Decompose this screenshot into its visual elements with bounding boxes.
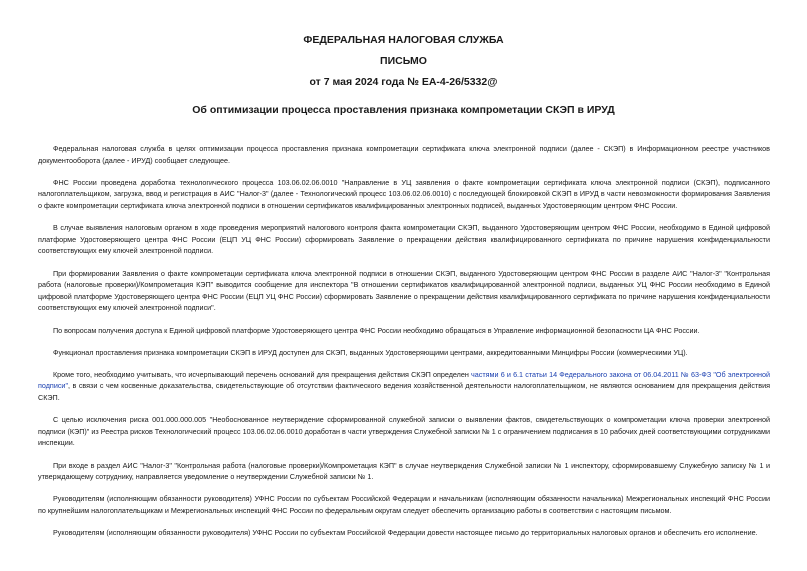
agency-name: ФЕДЕРАЛЬНАЯ НАЛОГОВАЯ СЛУЖБА <box>303 34 504 46</box>
law-reference-link[interactable]: частями 6 и 6.1 статьи 14 Федерального закона от 06.04.2011 № 63-ФЗ "Об электронной подписи" <box>38 369 770 391</box>
paragraph-1: Федеральная налоговая служба в целях оптимизации процесса проставления признака компрометации сертификата ключа электронной подписи (далее - СКЭП) в Информационном реестре участников документооборота (далее - ИРУД) сообщает следующее. <box>38 144 770 165</box>
paragraph-7-text-after: , в связи с чем косвенные доказательства, свидетельствующие об отсутствии фактического ведения хозяйственной деятельности налогоплательщиком, не являются основанием для прекращения действия СКЭП. <box>38 381 770 403</box>
document-body <box>38 143 770 549</box>
paragraph-10: Руководителям (исполняющим обязанности руководителя) УФНС России по субъектам Российской Федерации и начальникам (исполняющим обязанности начальника) Межрегиональных инспекций ФНС России по крупнейшим налогоплательщикам и Межрегиональных инспекций ФНС России по федеральным округам следует обеспечить организацию работы в соответствии с настоящим письмом. <box>38 494 770 515</box>
document-type: ПИСЬМО <box>380 55 427 67</box>
document-subject: Об оптимизации процесса проставления признака компрометации СКЭП в ИРУД <box>192 104 615 116</box>
paragraph-7 <box>38 369 770 404</box>
paragraph-5: По вопросам получения доступа к Единой цифровой платформе Удостоверяющего центра ФНС России необходимо обращаться в Управление информационной безопасности ЦА ФНС России. <box>53 325 700 335</box>
paragraph-4: При формировании Заявления о факте компрометации сертификата ключа электронной подписи в отношении СКЭП, выданного Удостоверяющим центром ФНС России в разделе АИС "Налог-3" "Контрольная работа (налоговые проверки)/Компрометация КЭП" выводится сообщение для инспектора "В отношении сертификатов квалифицированной электронной подписи, выданных УЦ ФНС России необходимо в Единой цифровой платформе Удостоверяющего центра ФНС России (ЕЦП УЦ ФНС России) сформировать Заявление о прекращении действия квалифицированного сертификата по причине нарушения конфиденциальности соответствующих ему ключей электронной подписи". <box>38 268 770 313</box>
paragraph-2: ФНС России проведена доработка технологического процесса 103.06.02.06.0010 "Направление в УЦ заявления о факте компрометации сертификата ключа электронной подписи (СКЭП), подписанного налогоплательщиком, загрузка, ввод и регистрация в АИС "Налог-3" (далее - Технологический процесс 103.06.02.06.0010) с последующей блокировкой СКЭП в ИРУД в части невозможности формирования Заявления о факте компрометации сертификата ключа электронной подписи в отношении сертификатов квалифицированных электронных подписей, выданных Удостоверяющим центром ФНС России. <box>38 177 770 210</box>
paragraph-8: С целью исключения риска 001.000.000.005 "Необоснованное неутверждение сформированной служебной записки о выявлении фактов, свидетельствующих о компрометации ключа проверки электронной подписи (КЭП)" из Реестра рисков Технологический процесс 103.06.02.06.0010 доработан в части утверждения Служебной записки № 1 с ограничением подписания в 10 рабочих дней соответствующими сотрудниками инспекции. <box>38 415 770 448</box>
paragraph-11: Руководителям (исполняющим обязанности руководителя) УФНС России по субъектам Российской Федерации довести настоящее письмо до территориальных налоговых органов и обеспечить его исполнение. <box>53 528 758 538</box>
paragraph-3: В случае выявления налоговым органом в ходе проведения мероприятий налогового контроля факта компрометации СКЭП, выданного Удостоверяющим центром ФНС России, необходимо в Единой цифровой платформе Удостоверяющего центра ФНС России (ЕЦП УЦ ФНС России) сформировать Заявление о прекращении действия квалифицированного сертификата по причине нарушения конфиденциальности соответствующих ему ключей электронной подписи. <box>38 223 770 256</box>
document-date-number: от 7 мая 2024 года № ЕА-4-26/5332@ <box>309 76 498 88</box>
paragraph-6: Функционал проставления признака компрометации СКЭП в ИРУД доступен для СКЭП, выданных Удостоверяющими центрами, аккредитованными Минцифры России (коммерческими УЦ). <box>53 347 688 357</box>
paragraph-9: При входе в раздел АИС "Налог-3" "Контрольная работа (налоговые проверки)/Компрометация КЭП" в случае неутверждения Служебной записки № 1 инспектору, сформировавшему Служебную записку № 1 и утверждающему сотруднику, направляется уведомление о неутверждении Служебной записки № 1. <box>38 460 770 482</box>
paragraph-7-text-before: Кроме того, необходимо учитывать, что исчерпывающий перечень оснований для прекращения действия СКЭП определен <box>53 369 472 379</box>
